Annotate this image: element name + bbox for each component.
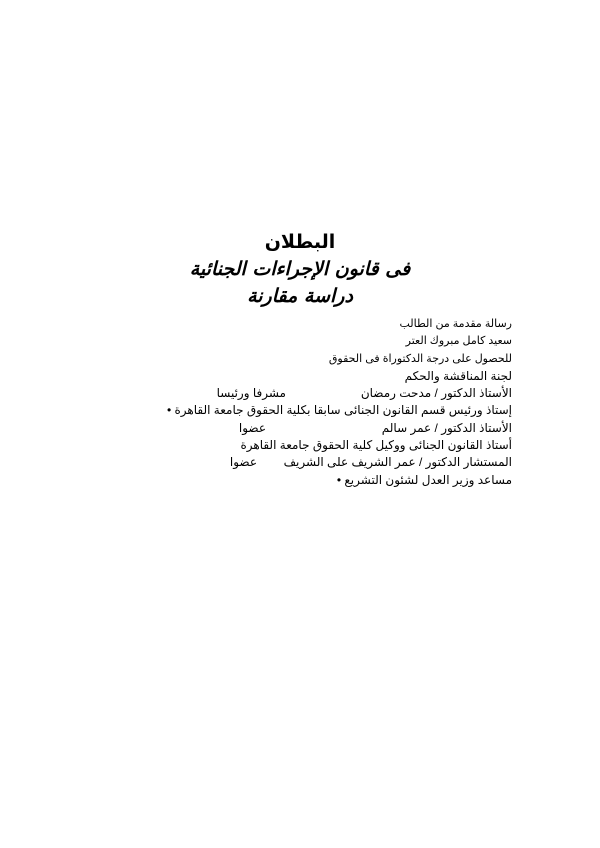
thesis-study-type: دراسة مقارنة [247, 285, 353, 307]
submitted-by-line: رسالة مقدمة من الطالب [399, 318, 512, 330]
thesis-title-block [100, 229, 500, 310]
member-2-description: أستاذ القانون الجنائى ووكيل كلية الحقوق جامعة القاهرة [240, 438, 512, 453]
member-1-role: مشرفا ورئيسا [216, 386, 286, 401]
member-1-description: إستاذ ورئيس قسم القانون الجنائى سابقا بكلية الحقوق جامعة القاهرة • [166, 403, 512, 418]
thesis-subtitle: فى قانون الإجراءات الجنائية [189, 258, 411, 280]
committee-member-3 [72, 454, 512, 471]
student-name-line: سعيد كامل مبروك العتر [405, 335, 512, 348]
member-2-name: الأستاذ الدكتور / عمر سالم [381, 420, 512, 435]
degree-line: للحصول على درجة الدكتوراة فى الحقوق [328, 352, 512, 365]
thesis-details [72, 316, 512, 489]
member-3-name: المستشار الدكتور / عمر الشريف على الشريف [283, 455, 512, 470]
member-1-name: الأستاذ الدكتور / مدحت رمضان [360, 386, 512, 401]
committee-heading: لجنة المناقشة والحكم [404, 368, 512, 383]
committee-member-1 [72, 385, 512, 402]
thesis-title: البطلان [264, 231, 336, 253]
member-2-role: عضوا [238, 420, 266, 435]
member-3-description: مساعد وزير العدل لشئون التشريع • [336, 472, 512, 487]
member-3-role: عضوا [229, 455, 257, 470]
committee-member-2 [72, 420, 512, 437]
